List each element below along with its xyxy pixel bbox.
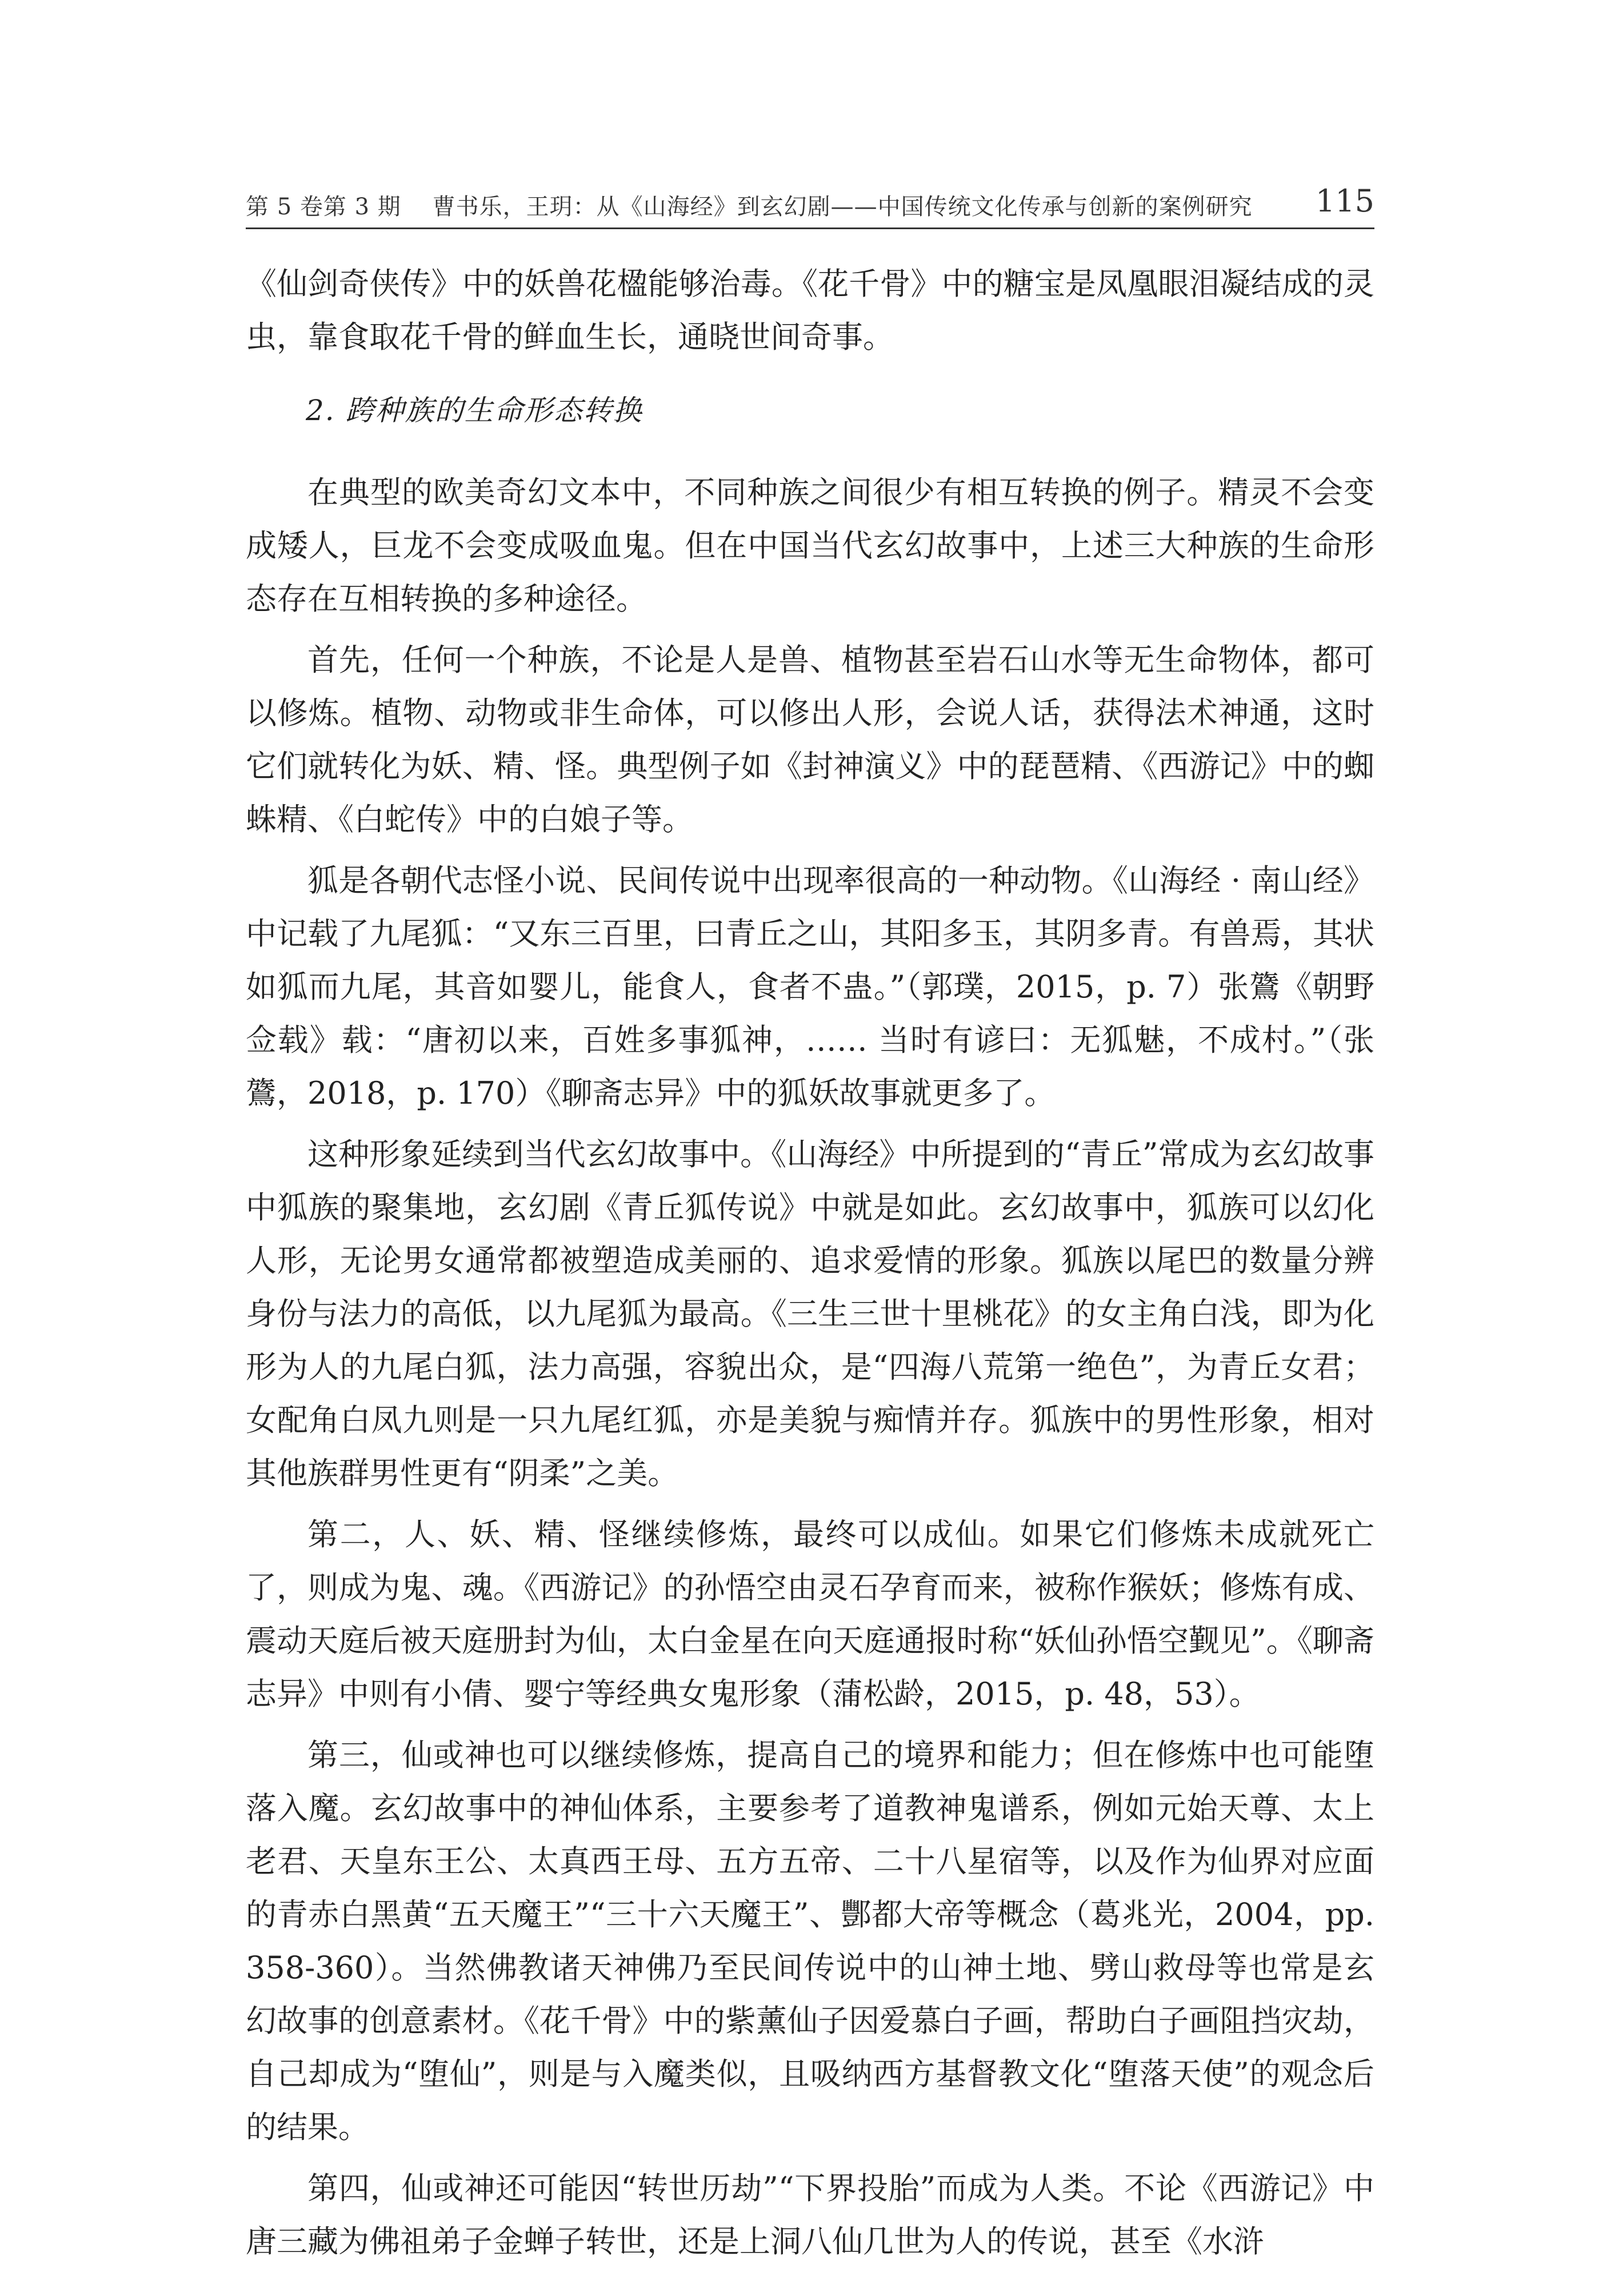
paragraph-second-immortal: 第二，人、妖、精、怪继续修炼，最终可以成仙。如果它们修炼未成就死亡了，则成为鬼、魂。《西游记》的孙悟空由灵石孕育而来，被称作猴妖；修炼有成、震动天庭后被天庭册封为仙，太白金星在向天庭通报时称“妖仙孙悟空觐见”。《聊斋志异》中则有小倩、婴宁等经典女鬼形象（蒲松龄，2015，p. 48，53）。 bbox=[246, 1516, 1374, 1712]
article-title: 曹书乐，王玥：从《山海经》到玄幻剧——中国传统文化传承与创新的案例研究 bbox=[432, 194, 1253, 220]
page-number: 115 bbox=[1315, 183, 1374, 219]
paragraph-first-cultivation: 首先，任何一个种族，不论是人是兽、植物甚至岩石山水等无生命物体，都可以修炼。植物、动物或非生命体，可以修出人形，会说人话，获得法术神通，这时它们就转化为妖、精、怪。典型例子如《封神演义》中的琵琶精、《西游记》中的蜘蛛精、《白蛇传》中的白娘子等。 bbox=[246, 642, 1374, 837]
paragraph-species-conversion: 在典型的欧美奇幻文本中，不同种族之间很少有相互转换的例子。精灵不会变成矮人，巨龙不会变成吸血鬼。但在中国当代玄幻故事中，上述三大种族的生命形态存在互相转换的多种途径。 bbox=[246, 474, 1374, 617]
article-body bbox=[246, 257, 1374, 2268]
running-header bbox=[246, 182, 1374, 229]
header-citation bbox=[246, 189, 1253, 221]
journal-issue: 第 5 卷第 3 期 bbox=[246, 194, 401, 220]
paragraph-fourth-reincarnation: 第四，仙或神还可能因“转世历劫”“下界投胎”而成为人类。不论《西游记》中唐三藏为佛祖弟子金蝉子转世，还是上洞八仙几世为人的传说，甚至《水浒 bbox=[246, 2170, 1374, 2259]
paragraph-fox-modern: 这种形象延续到当代玄幻故事中。《山海经》中所提到的“青丘”常成为玄幻故事中狐族的聚集地，玄幻剧《青丘狐传说》中就是如此。玄幻故事中，狐族可以幻化人形，无论男女通常都被塑造成美丽的、追求爱情的形象。狐族以尾巴的数量分辨身份与法力的高低，以九尾狐为最高。《三生三世十里桃花》的女主角白浅，即为化形为人的九尾白狐，法力高强，容貌出众，是“四海八荒第一绝色”，为青丘女君；女配角白凤九则是一只九尾红狐，亦是美貌与痴情并存。狐族中的男性形象，相对其他族群男性更有“阴柔”之美。 bbox=[246, 1136, 1374, 1491]
paragraph-third-deity: 第三，仙或神也可以继续修炼，提高自己的境界和能力；但在修炼中也可能堕落入魔。玄幻故事中的神仙体系，主要参考了道教神鬼谱系，例如元始天尊、太上老君、天皇东王公、太真西王母、五方五帝、二十八星宿等，以及作为仙界对应面的青赤白黑黄“五天魔王”“三十六天魔王”、酆都大帝等概念（葛兆光，2004，pp. 358-360）。当然佛教诸天神佛乃至民间传说中的山神土地、劈山救母等也常是玄幻故事的创意素材。《花千骨》中的紫薰仙子因爱慕白子画，帮助白子画阻挡灾劫，自己却成为“堕仙”，则是与入魔类似，且吸纳西方基督教文化“堕落天使”的观念后的结果。 bbox=[246, 1737, 1374, 2145]
continued-paragraph: 《仙剑奇侠传》中的妖兽花楹能够治毒。《花千骨》中的糖宝是凤凰眼泪凝结成的灵虫，靠食取花千骨的鲜血生长，通晓世间奇事。 bbox=[246, 266, 1374, 355]
paragraph-fox: 狐是各朝代志怪小说、民间传说中出现率很高的一种动物。《山海经 · 南山经》中记载了九尾狐：“又东三百里，曰青丘之山，其阳多玉，其阴多青。有兽焉，其状如狐而九尾，其音如婴儿，能食人，食者不蛊。”（郭璞，2015，p. 7）张鷟《朝野佥载》载：“唐初以来，百姓多事狐神，…… 当时有谚曰：无狐魅，不成村。”（张鷟，2018，p. 170）《聊斋志异》中的狐妖故事就更多了。 bbox=[246, 863, 1374, 1111]
section-heading: 2. 跨种族的生命形态转换 bbox=[306, 394, 643, 427]
